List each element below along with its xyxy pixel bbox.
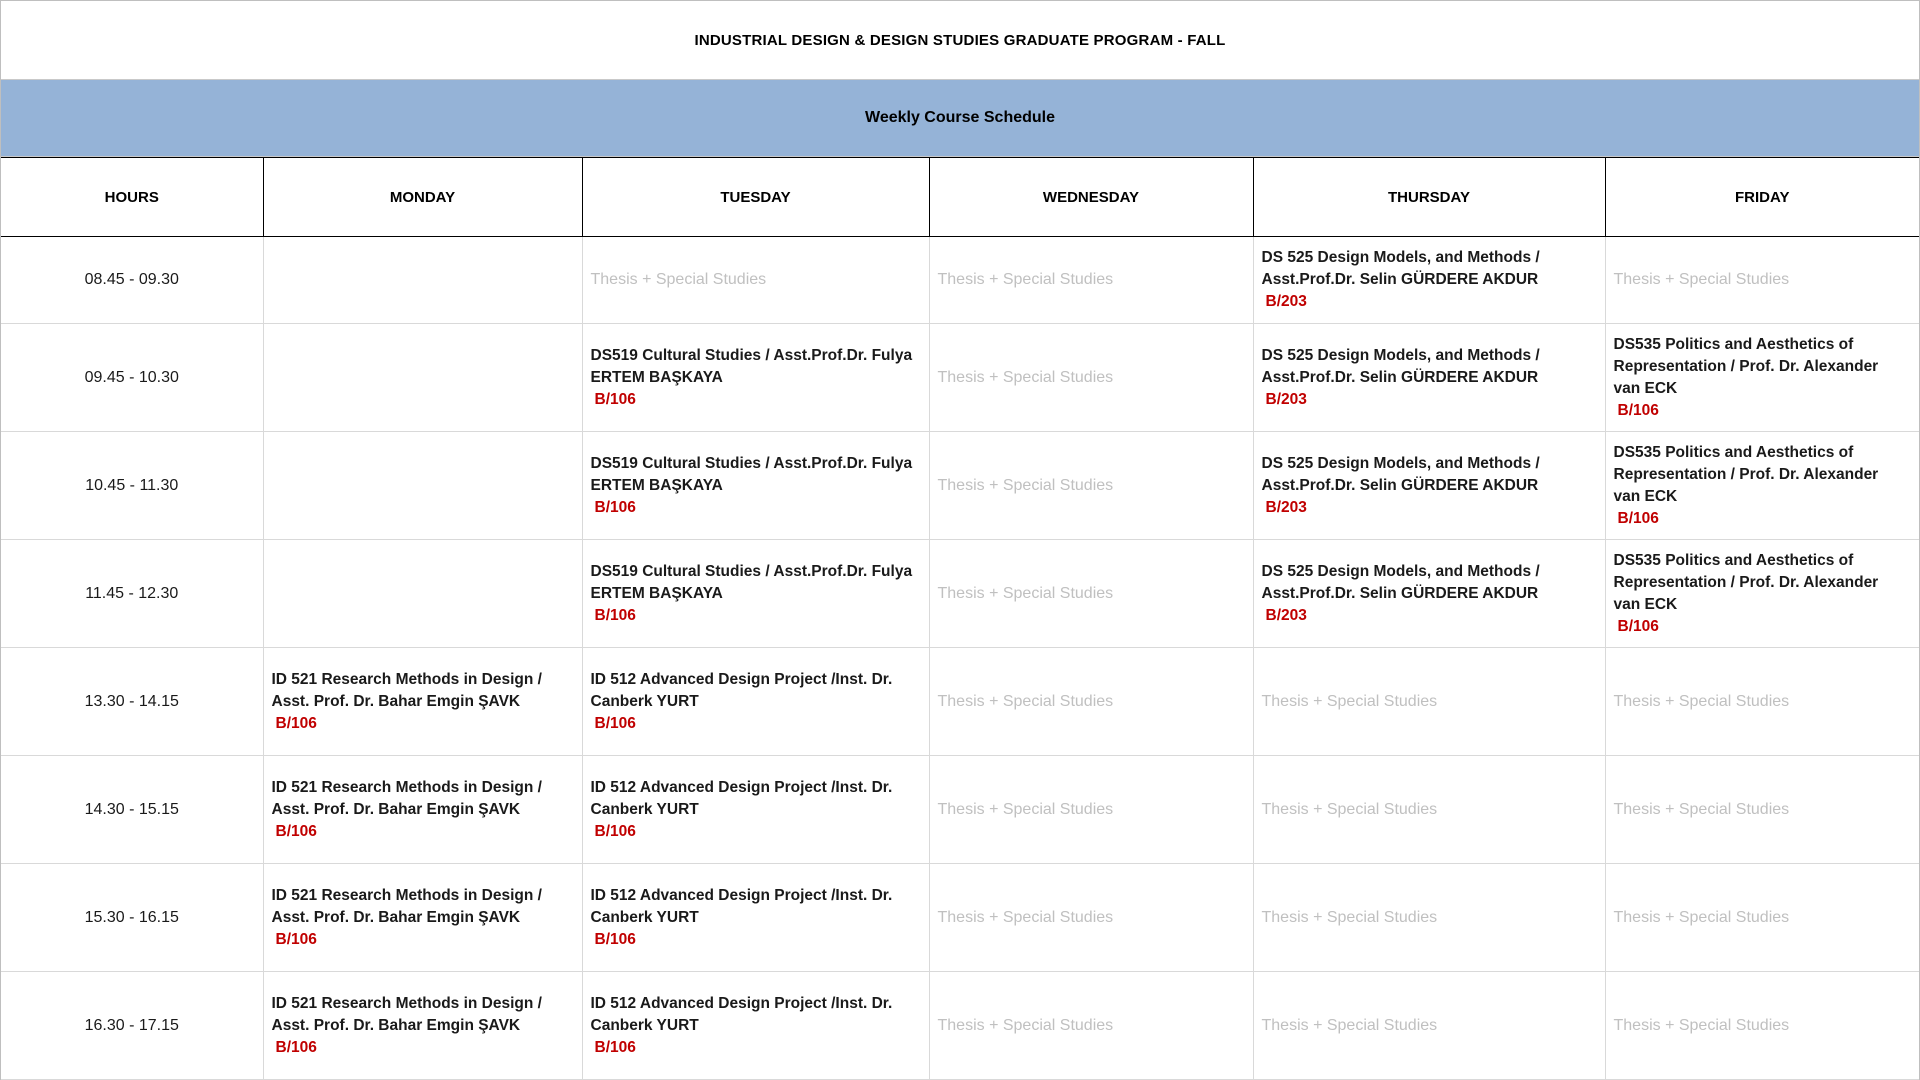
course-text: ERTEM BAŞKAYA [590, 368, 723, 386]
thesis-label: Thesis + Special Studies [1261, 1016, 1438, 1034]
course-text: ID 512 Advanced Design Project /Inst. Dr. [590, 994, 893, 1012]
schedule-cell-thu [1253, 324, 1605, 432]
schedule-cell-fri [1605, 864, 1919, 972]
table-row [1, 324, 1919, 432]
schedule-cell-mon [263, 540, 582, 648]
schedule-cell-fri [1605, 648, 1919, 756]
course-text: Asst. Prof. Dr. Bahar Emgin ŞAVK [271, 1016, 521, 1034]
course-text: Asst.Prof.Dr. Selin GÜRDERE AKDUR [1261, 584, 1539, 602]
hour-cell: 09.45 - 10.30 [1, 324, 263, 432]
course-text: ID 521 Research Methods in Design / [271, 994, 542, 1012]
schedule-cell-tue [582, 540, 929, 648]
course-text: ID 512 Advanced Design Project /Inst. Dr. [590, 670, 893, 688]
course-text: Representation / Prof. Dr. Alexander [1613, 357, 1879, 375]
course-text: Asst. Prof. Dr. Bahar Emgin ŞAVK [271, 908, 521, 926]
schedule-body [1, 237, 1919, 1080]
schedule-cell-fri [1605, 756, 1919, 864]
course-text: van ECK [1613, 379, 1678, 397]
schedule-cell-thu [1253, 540, 1605, 648]
hour-cell: 11.45 - 12.30 [1, 540, 263, 648]
course-text: DS 525 Design Models, and Methods / [1261, 249, 1540, 266]
room-label: B/203 [1265, 390, 1307, 408]
schedule-cell-thu [1253, 972, 1605, 1080]
room-label: B/106 [594, 714, 636, 732]
thesis-label: Thesis + Special Studies [937, 800, 1114, 818]
header-tuesday: TUESDAY [582, 158, 929, 237]
thesis-label: Thesis + Special Studies [1261, 800, 1438, 818]
course-text: DS 525 Design Models, and Methods / [1261, 346, 1540, 364]
room-label: B/106 [275, 822, 317, 840]
schedule-cell-mon [263, 972, 582, 1080]
page-title: INDUSTRIAL DESIGN & DESIGN STUDIES GRADUATE PROGRAM - FALL [694, 31, 1226, 49]
course-text: DS535 Politics and Aesthetics of [1613, 443, 1854, 461]
schedule-cell-mon [263, 237, 582, 324]
course-text: Canberk YURT [590, 1016, 699, 1034]
thesis-label: Thesis + Special Studies [1261, 908, 1438, 926]
course-text: Asst. Prof. Dr. Bahar Emgin ŞAVK [271, 692, 521, 710]
header-monday: MONDAY [263, 158, 582, 237]
hour-cell: 16.30 - 17.15 [1, 972, 263, 1080]
schedule-subtitle: Weekly Course Schedule [1, 79, 1919, 157]
schedule-cell-thu [1253, 864, 1605, 972]
course-text: DS 525 Design Models, and Methods / [1261, 454, 1540, 472]
table-row [1, 237, 1919, 324]
schedule-cell-tue [582, 972, 929, 1080]
course-text: Canberk YURT [590, 908, 699, 926]
course-text: Representation / Prof. Dr. Alexander [1613, 573, 1879, 591]
table-row [1, 432, 1919, 540]
room-label: B/203 [1265, 498, 1307, 516]
course-text: Canberk YURT [590, 692, 699, 710]
room-label: B/106 [275, 714, 317, 732]
table-row [1, 540, 1919, 648]
header-hours: HOURS [1, 158, 263, 237]
course-text: ID 521 Research Methods in Design / [271, 886, 542, 904]
course-text: van ECK [1613, 487, 1678, 505]
schedule-table [1, 157, 1919, 1080]
schedule-cell-mon [263, 648, 582, 756]
schedule-cell-mon [263, 864, 582, 972]
schedule-cell-tue [582, 324, 929, 432]
thesis-label: Thesis + Special Studies [937, 476, 1114, 494]
schedule-cell-wed [929, 972, 1253, 1080]
course-text: Asst.Prof.Dr. Selin GÜRDERE AKDUR [1261, 476, 1539, 494]
schedule-cell-thu [1253, 432, 1605, 540]
course-text: DS519 Cultural Studies / Asst.Prof.Dr. Fulya [590, 562, 913, 580]
thesis-label: Thesis + Special Studies [1261, 692, 1438, 710]
hour-cell: 14.30 - 15.15 [1, 756, 263, 864]
course-text: van ECK [1613, 595, 1678, 613]
course-text: DS535 Politics and Aesthetics of [1613, 551, 1854, 569]
schedule-cell-fri [1605, 540, 1919, 648]
course-text: Canberk YURT [590, 800, 699, 818]
schedule-cell-wed [929, 864, 1253, 972]
room-label: B/203 [1265, 606, 1307, 624]
hour-cell: 10.45 - 11.30 [1, 432, 263, 540]
schedule-cell-thu [1253, 648, 1605, 756]
header-wednesday: WEDNESDAY [929, 158, 1253, 237]
thesis-label: Thesis + Special Studies [1613, 908, 1790, 926]
thesis-label: Thesis + Special Studies [1613, 1016, 1790, 1034]
schedule-cell-tue [582, 432, 929, 540]
schedule-cell-thu [1253, 237, 1605, 324]
thesis-label: Thesis + Special Studies [937, 271, 1114, 288]
course-text: ERTEM BAŞKAYA [590, 584, 723, 602]
course-text: Asst. Prof. Dr. Bahar Emgin ŞAVK [271, 800, 521, 818]
schedule-cell-tue [582, 864, 929, 972]
schedule-cell-fri [1605, 324, 1919, 432]
course-text: DS519 Cultural Studies / Asst.Prof.Dr. Fulya [590, 454, 913, 472]
thesis-label: Thesis + Special Studies [590, 271, 767, 288]
schedule-cell-tue [582, 648, 929, 756]
course-text: DS 525 Design Models, and Methods / [1261, 562, 1540, 580]
hour-cell: 08.45 - 09.30 [1, 237, 263, 324]
course-text: Asst.Prof.Dr. Selin GÜRDERE AKDUR [1261, 368, 1539, 386]
room-label: B/106 [1617, 509, 1659, 527]
thesis-label: Thesis + Special Studies [937, 1016, 1114, 1034]
schedule-cell-wed [929, 237, 1253, 324]
room-label: B/106 [594, 822, 636, 840]
room-label: B/106 [275, 1038, 317, 1056]
room-label: B/106 [594, 606, 636, 624]
course-text: DS519 Cultural Studies / Asst.Prof.Dr. Fulya [590, 346, 913, 364]
room-label: B/203 [1265, 293, 1307, 310]
course-text: ID 512 Advanced Design Project /Inst. Dr. [590, 778, 893, 796]
thesis-label: Thesis + Special Studies [937, 908, 1114, 926]
room-label: B/106 [1617, 617, 1659, 635]
header-row [1, 158, 1919, 237]
schedule-cell-tue [582, 237, 929, 324]
room-label: B/106 [594, 498, 636, 516]
schedule-cell-mon [263, 756, 582, 864]
course-text: ID 521 Research Methods in Design / [271, 778, 542, 796]
hour-cell: 13.30 - 14.15 [1, 648, 263, 756]
room-label: B/106 [1617, 401, 1659, 419]
schedule-cell-wed [929, 756, 1253, 864]
schedule-cell-wed [929, 432, 1253, 540]
header-friday: FRIDAY [1605, 158, 1919, 237]
thesis-label: Thesis + Special Studies [1613, 692, 1790, 710]
schedule-cell-fri [1605, 432, 1919, 540]
schedule-cell-fri [1605, 972, 1919, 1080]
room-label: B/106 [594, 1038, 636, 1056]
schedule-cell-mon [263, 432, 582, 540]
course-text: DS535 Politics and Aesthetics of [1613, 335, 1854, 353]
table-row [1, 864, 1919, 972]
table-row [1, 972, 1919, 1080]
thesis-label: Thesis + Special Studies [937, 692, 1114, 710]
header-thursday: THURSDAY [1253, 158, 1605, 237]
thesis-label: Thesis + Special Studies [1613, 271, 1790, 288]
course-text: ID 521 Research Methods in Design / [271, 670, 542, 688]
table-row [1, 756, 1919, 864]
room-label: B/106 [275, 930, 317, 948]
schedule-cell-wed [929, 648, 1253, 756]
schedule-cell-thu [1253, 756, 1605, 864]
schedule-cell-fri [1605, 237, 1919, 324]
thesis-label: Thesis + Special Studies [937, 584, 1114, 602]
hour-cell: 15.30 - 16.15 [1, 864, 263, 972]
course-text: Asst.Prof.Dr. Selin GÜRDERE AKDUR [1261, 271, 1539, 288]
room-label: B/106 [594, 930, 636, 948]
course-text: Representation / Prof. Dr. Alexander [1613, 465, 1879, 483]
schedule-cell-mon [263, 324, 582, 432]
course-text: ID 512 Advanced Design Project /Inst. Dr. [590, 886, 893, 904]
schedule-cell-wed [929, 540, 1253, 648]
course-text: ERTEM BAŞKAYA [590, 476, 723, 494]
thesis-label: Thesis + Special Studies [937, 368, 1114, 386]
schedule-cell-tue [582, 756, 929, 864]
room-label: B/106 [594, 390, 636, 408]
thesis-label: Thesis + Special Studies [1613, 800, 1790, 818]
table-row [1, 648, 1919, 756]
schedule-cell-wed [929, 324, 1253, 432]
